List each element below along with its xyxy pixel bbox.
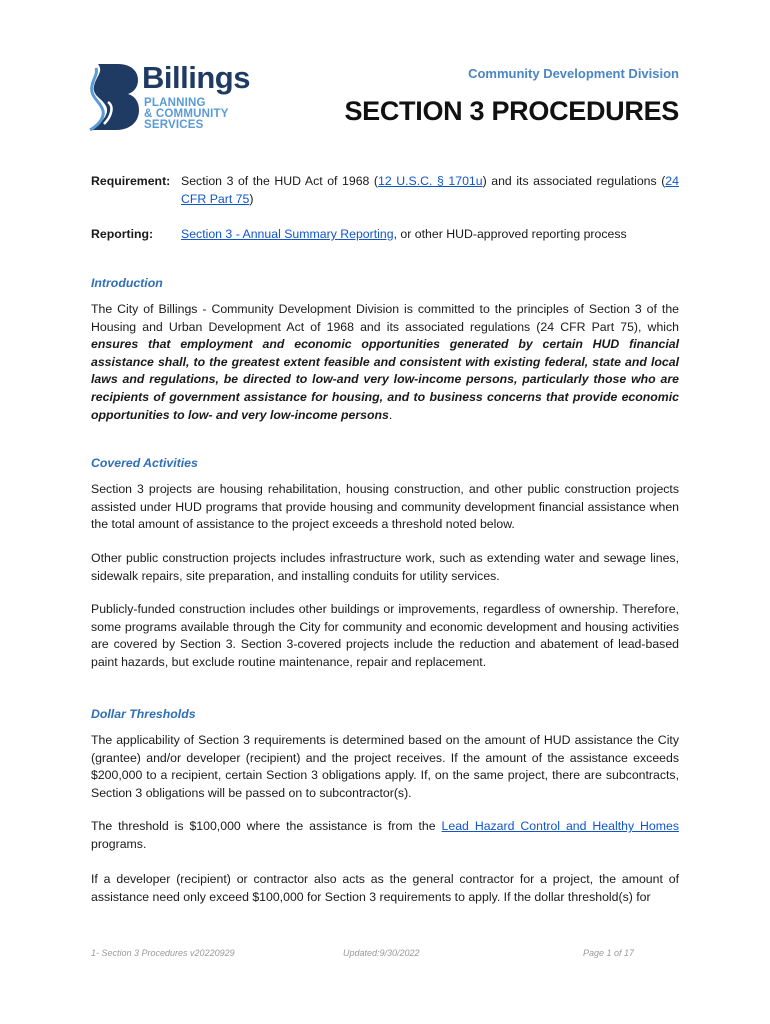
introduction-paragraph bbox=[91, 301, 679, 424]
reporting-text bbox=[181, 225, 679, 243]
covered-paragraph-1: Section 3 projects are housing rehabilitation, housing construction, and other public construction projects assisted under HUD programs that provide housing and community development financial assistance when the total amount of assistance to the project exceeds a threshold noted below. bbox=[91, 482, 679, 532]
lead-hazard-control-link[interactable]: Lead Hazard Control and Healthy Homes bbox=[441, 819, 679, 833]
cfr-link[interactable]: 24 CFR Part 75 bbox=[181, 174, 679, 206]
dollar-thresholds-heading: Dollar Thresholds bbox=[91, 707, 196, 721]
introduction-emphasis: ensures that employment and economic opportunities generated by certain HUD financial assistance shall, to the greatest extent feasible and consistent with existing federal, state and local laws and regulations, be directed to low-and very low-income persons, particularly those who are recipients of government assistance for housing, and to business concerns that provide economic opportunities to low- and very low-income persons bbox=[91, 337, 679, 422]
requirement-row bbox=[91, 172, 679, 208]
requirement-text-before: Section 3 of the HUD Act of 1968 ( bbox=[181, 174, 379, 188]
logo-subtitle-line3: SERVICES bbox=[144, 119, 204, 131]
footer-updated-date: Updated:9/30/2022 bbox=[343, 948, 420, 958]
logo-subtitle-line1: PLANNING bbox=[144, 97, 206, 109]
requirement-text-after: ) bbox=[249, 192, 254, 206]
page-title: SECTION 3 PROCEDURES bbox=[344, 96, 679, 126]
requirement-text bbox=[181, 172, 679, 208]
reporting-row bbox=[91, 225, 679, 243]
thresholds-paragraph-3: If a developer (recipient) or contractor also acts as the general contractor for a project, the amount of assistance need only exceed $100,000 for Section 3 requirements to apply. If the dollar threshold(s) for bbox=[91, 872, 679, 904]
usc-link[interactable]: 12 U.S.C. § 1701u bbox=[378, 174, 483, 188]
thresholds-p2-text: The threshold is $100,000 where the assistance is from the bbox=[91, 819, 442, 833]
introduction-text-end: . bbox=[388, 407, 393, 422]
footer-document-version: 1- Section 3 Procedures v20220929 bbox=[91, 948, 235, 958]
reporting-text-after: , or other HUD-approved reporting process bbox=[393, 227, 627, 241]
introduction-heading: Introduction bbox=[91, 276, 163, 290]
introduction-text: The City of Billings - Community Development Division is committed to the principles of Section 3 of the Housing and Urban Development Act of 1968 and its associated regulations (24 CFR Part 75), which bbox=[91, 302, 679, 334]
logo-subtitle-line2: & COMMUNITY bbox=[144, 108, 229, 120]
requirement-text-middle: ) and its associated regulations ( bbox=[482, 174, 666, 188]
covered-paragraph-3: Publicly-funded construction includes other buildings or improvements, regardless of ownership. Therefore, some programs available through the City for community and economic development and housing activities are covered by Section 3. Section 3-covered projects include the reduction and abatement of lead-based paint hazards, but exclude routine maintenance, repair and replacement. bbox=[91, 602, 679, 669]
footer-page-number: Page 1 of 17 bbox=[583, 948, 635, 958]
covered-paragraph-2: Other public construction projects includes infrastructure work, such as extending water and sewage lines, sidewalk repairs, site preparation, and installing conduits for utility services. bbox=[91, 551, 679, 583]
billings-logo bbox=[88, 60, 278, 132]
billings-logo-mark-icon bbox=[88, 62, 140, 132]
annual-summary-reporting-link[interactable]: Section 3 - Annual Summary Reporting bbox=[181, 227, 394, 241]
division-name: Community Development Division bbox=[468, 66, 679, 81]
thresholds-p2-text-end: programs. bbox=[91, 836, 147, 851]
requirement-label: Requirement: bbox=[91, 174, 171, 188]
reporting-label: Reporting: bbox=[91, 227, 154, 241]
covered-activities-heading: Covered Activities bbox=[91, 456, 198, 470]
thresholds-paragraph-2 bbox=[91, 818, 679, 853]
thresholds-paragraph-1: The applicability of Section 3 requirements is determined based on the amount of HUD assistance the City (grantee) and/or developer (recipient) and the project receives. If the amount of the assistance exceeds $200,000 to a recipient, certain Section 3 obligations apply. If, on the same project, there are subcontracts, Section 3 obligations will be passed on to subcontractor(s). bbox=[91, 733, 679, 800]
logo-name: Billings bbox=[142, 60, 250, 95]
